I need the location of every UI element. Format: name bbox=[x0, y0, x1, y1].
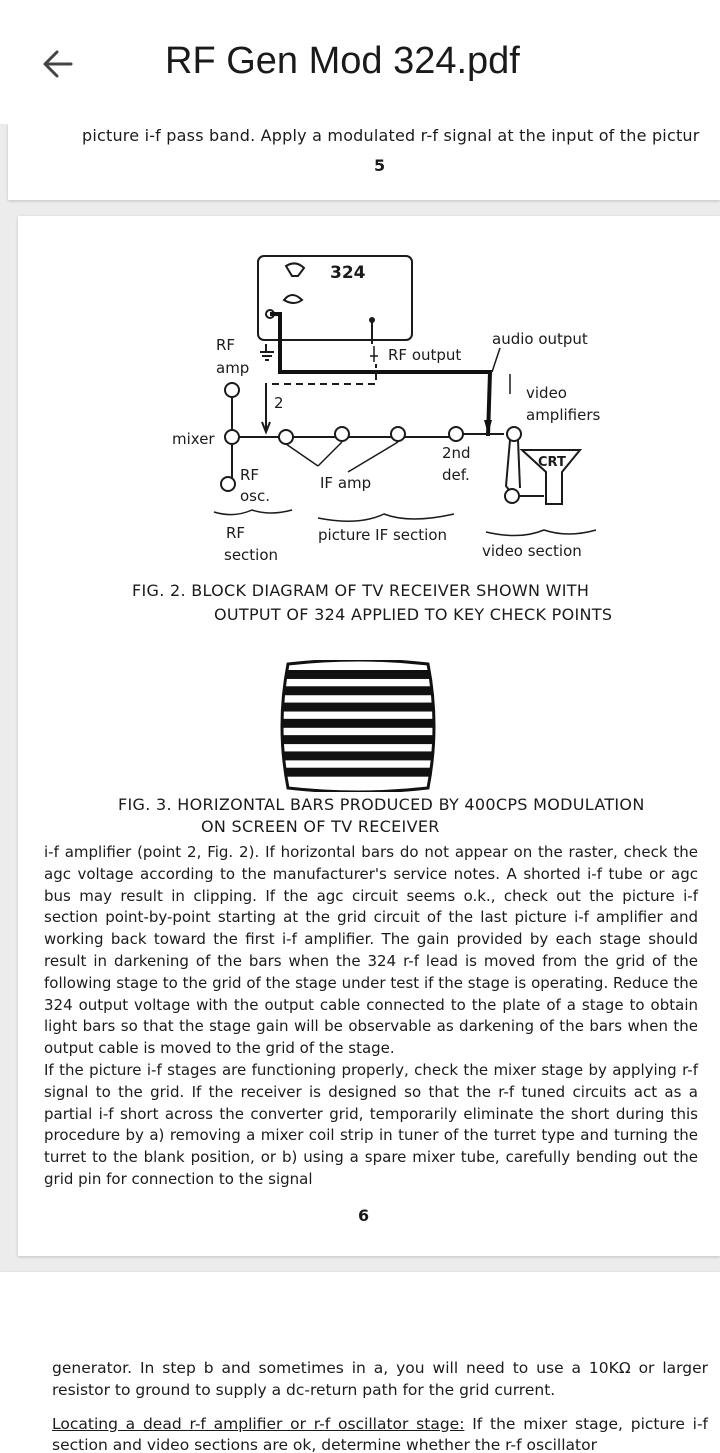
picture-if-section-label: picture IF section bbox=[318, 526, 448, 544]
second-det-label-1: 2nd bbox=[442, 444, 471, 462]
if-amp-label: IF amp bbox=[320, 474, 372, 492]
document-title: RF Gen Mod 324.pdf bbox=[165, 40, 520, 82]
rf-osc-label-2: osc. bbox=[240, 487, 271, 505]
generator-knob-2 bbox=[284, 295, 302, 303]
video-amp-label-1: video bbox=[526, 384, 567, 402]
rf-output-cable bbox=[270, 314, 490, 436]
horizontal-bar bbox=[276, 719, 440, 728]
audio-output-pointer bbox=[492, 348, 500, 372]
page-7-paragraph-1: generator. In step b and sometimes in a, you will need to use a 10KΩ or larger resistor to ground to supply a dc-return path for the grid current. bbox=[52, 1359, 708, 1399]
page-6-number: 6 bbox=[358, 1206, 370, 1225]
rf-output-pointer bbox=[370, 346, 378, 362]
fig2-caption-line-2: OUTPUT OF 324 APPLIED TO KEY CHECK POINTS bbox=[214, 605, 613, 624]
app-bar bbox=[0, 0, 720, 124]
page-6-paragraph-2: If the picture i-f stages are functioning properly, check the mixer stage by applying r-f signal to the grid. If the receiver is designed so that the r-f tuned circuits act as a partial i-f short across the converter grid, temporarily eliminate the short during this procedure by a) removing a mixer coil strip in tuner of the turret type and turning the turret to the blank position, or b) using a spare mixer tube, carefully bending out the grid pin for connection to the signal bbox=[44, 1060, 698, 1188]
rf-osc-node bbox=[221, 477, 235, 491]
horizontal-bar bbox=[276, 670, 440, 679]
fig3-tv-screen bbox=[276, 660, 440, 792]
crt-label: CRT bbox=[538, 455, 566, 470]
rf-output-label: RF output bbox=[388, 346, 462, 364]
page-7-heading-continuation: If the mixer stage, picture i-f section and video sections are ok, determine whether the r-f oscillator bbox=[52, 1414, 708, 1453]
horizontal-bar bbox=[276, 768, 440, 777]
page-7-body bbox=[52, 1358, 708, 1453]
mixer-label: mixer bbox=[172, 430, 215, 448]
rf-cable-arrow bbox=[484, 420, 492, 434]
rf-amp-label-2: amp bbox=[216, 359, 250, 377]
fig2-caption-line-1: FIG. 2. BLOCK DIAGRAM OF TV RECEIVER SHOWN WITH bbox=[132, 581, 590, 600]
horizontal-bar bbox=[276, 735, 440, 744]
page-7-paragraph-2 bbox=[52, 1414, 708, 1453]
pdf-page-5 bbox=[8, 124, 720, 200]
dashed-lead-point-2 bbox=[266, 364, 376, 390]
audio-output-label: audio output bbox=[492, 330, 588, 348]
rf-amp-label-1: RF bbox=[216, 336, 236, 354]
video-amp-node-1 bbox=[507, 427, 521, 441]
if-node-1 bbox=[279, 430, 293, 444]
page-6-body bbox=[44, 842, 698, 1191]
back-button[interactable] bbox=[30, 36, 86, 92]
rf-amp-node bbox=[225, 383, 239, 397]
video-section-label: video section bbox=[482, 542, 582, 560]
second-det-node bbox=[449, 427, 463, 441]
page-5-text-line: picture i-f pass band. Apply a modulated r-f signal at the input of the pictur bbox=[82, 126, 700, 145]
fig3-caption-line-1: FIG. 3. HORIZONTAL BARS PRODUCED BY 400CPS MODULATION bbox=[118, 795, 645, 814]
horizontal-bar bbox=[276, 686, 440, 695]
rf-osc-label-1: RF bbox=[240, 466, 260, 484]
if-node-3 bbox=[391, 427, 405, 441]
rf-section-label-2: section bbox=[224, 546, 279, 564]
fig3-caption-line-2: ON SCREEN OF TV RECEIVER bbox=[201, 817, 440, 836]
page-7-heading: Locating a dead r-f amplifier or r-f oscillator stage: bbox=[52, 1414, 465, 1433]
if-node-2 bbox=[335, 427, 349, 441]
video-amp-label-2: amplifiers bbox=[526, 406, 601, 424]
video-amp-node-2 bbox=[505, 489, 519, 503]
page-6-paragraph-1: i-f amplifier (point 2, Fig. 2). If horizontal bars do not appear on the raster, check the agc voltage according to the manufacturer's service notes. A shorted i-f tube or agc bus may result in clipping. If the agc circuit seems o.k., check out the picture i-f section point-by-point starting at the grid circuit of the last picture i-f amplifier and working back toward the first i-f amplifier. The gain provided by each stage should result in darkening of the bars when the 324 r-f lead is moved from the grid of the following stage to the grid of the stage under test if the stage is operating. Reduce the 324 output voltage with the output cable connected to the plate of a stage to obtain light bars so that the stage gain will be observable as darkening of the bars when the output cable is moved to the grid of the stage. bbox=[44, 843, 698, 1058]
generator-label: 324 bbox=[330, 263, 366, 283]
rf-section-brace bbox=[214, 510, 292, 515]
video-section-brace bbox=[486, 530, 596, 536]
video-amp-links bbox=[506, 440, 520, 494]
generator-knob-1 bbox=[286, 263, 304, 276]
rf-ground-symbol bbox=[260, 344, 274, 360]
horizontal-bar bbox=[276, 751, 440, 760]
if-amp-pointers bbox=[286, 442, 398, 472]
arrow-left-icon bbox=[40, 46, 76, 82]
pdf-page-6 bbox=[18, 216, 720, 1256]
mixer-node bbox=[225, 430, 239, 444]
picture-if-brace bbox=[318, 514, 454, 521]
page-5-number: 5 bbox=[374, 156, 386, 175]
horizontal-bar bbox=[276, 703, 440, 712]
point-2-label: 2 bbox=[274, 394, 284, 412]
second-det-label-2: def. bbox=[442, 466, 470, 484]
rf-section-label-1: RF bbox=[226, 524, 246, 542]
point-2-arrow bbox=[262, 390, 270, 432]
pdf-page-7 bbox=[0, 1272, 720, 1453]
